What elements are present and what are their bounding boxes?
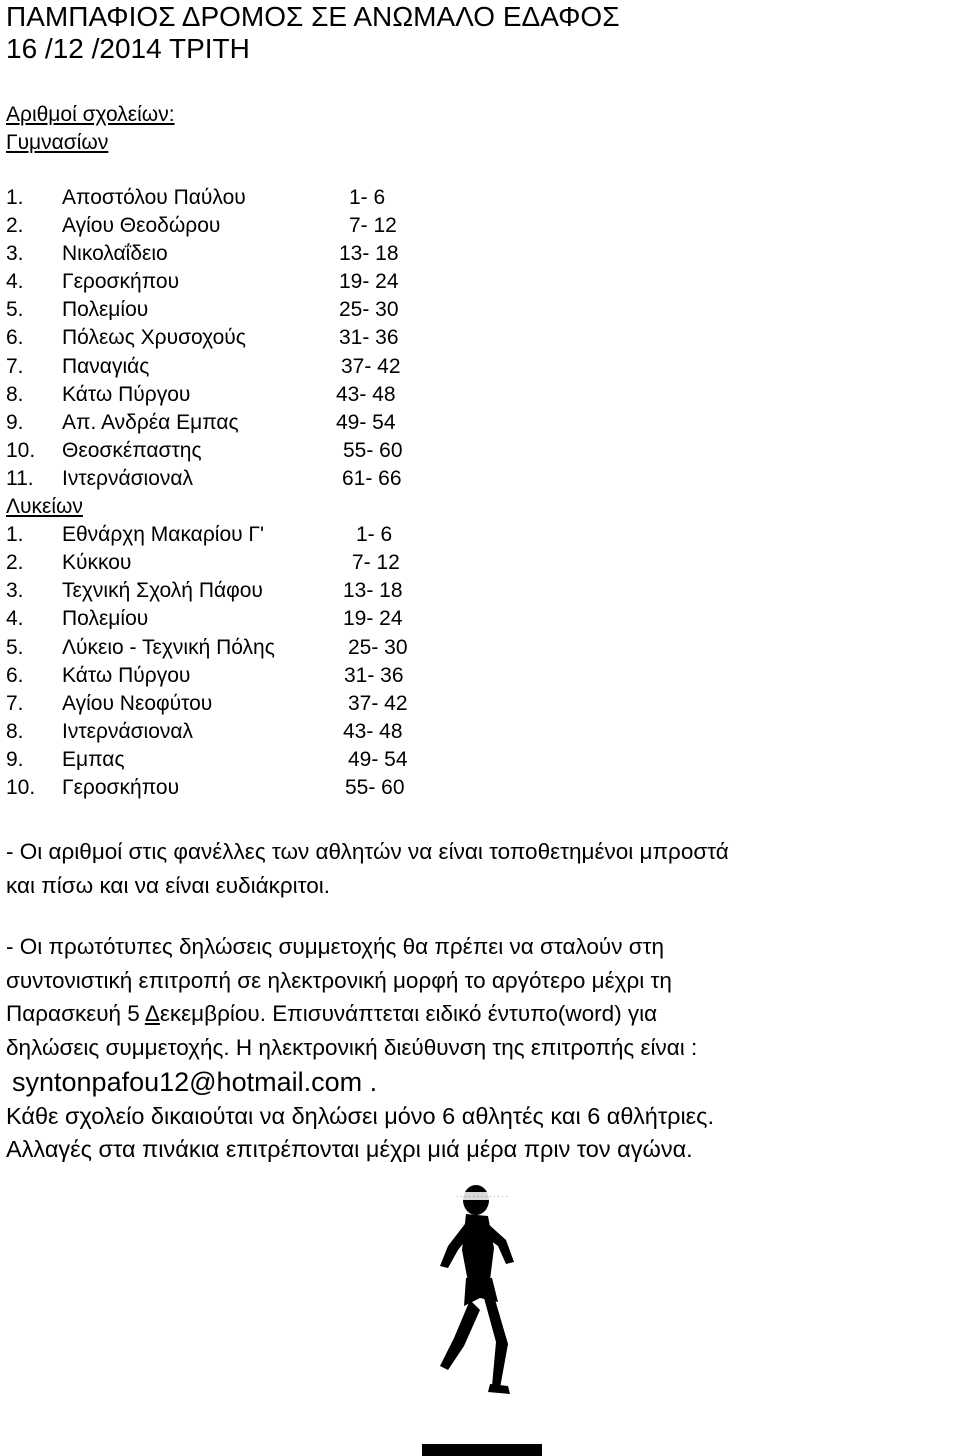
school-name: Ιντερνάσιοναλ [62, 719, 194, 743]
school-number: 6. [6, 326, 24, 350]
school-name: Παναγιάς [62, 354, 150, 378]
school-row [6, 268, 399, 296]
number-range: 31- 36 [344, 663, 404, 687]
school-name: Κάτω Πύργου [62, 663, 191, 687]
number-range: 31- 36 [339, 326, 399, 350]
school-name: Εμπας [62, 747, 125, 771]
number-range: 49- 54 [336, 410, 396, 434]
event-date: 16 /12 /2014 ΤΡΙΤΗ [6, 33, 250, 64]
number-range: 19- 24 [343, 607, 403, 631]
number-range: 43- 48 [336, 382, 396, 406]
gymnasium-list [6, 184, 403, 493]
school-name: Αποστόλου Παύλου [62, 186, 246, 209]
lyceum-heading-row [6, 493, 83, 521]
school-name: Τεχνική Σχολή Πάφου [62, 579, 263, 603]
entries-note-line [6, 997, 954, 1031]
school-number: 8. [6, 719, 24, 743]
school-number: 8. [6, 382, 24, 406]
number-range: 55- 60 [345, 775, 405, 799]
school-row [6, 409, 396, 437]
school-row [6, 690, 408, 718]
school-row [6, 746, 408, 774]
school-numbers-heading: Αριθμοί σχολείων: [6, 103, 175, 126]
school-name: Αγίου Θεοδώρου [62, 214, 221, 238]
school-row [6, 718, 403, 746]
number-range: 7- 12 [352, 551, 400, 575]
entries-note [6, 930, 954, 1100]
school-row [6, 324, 399, 352]
number-range: 1- 6 [356, 523, 393, 547]
school-name: Πολεμίου [62, 607, 149, 631]
number-range: 49- 54 [348, 747, 408, 771]
number-range: 61- 66 [342, 466, 402, 490]
school-row [6, 662, 404, 690]
numbers-note [6, 835, 954, 902]
number-range: 37- 42 [341, 354, 401, 378]
school-number: 3. [6, 579, 24, 603]
lyceum-heading: Λυκείων [6, 495, 83, 519]
school-row [6, 184, 386, 212]
number-range: 7- 12 [349, 214, 397, 238]
school-number: 5. [6, 298, 24, 322]
school-row [6, 465, 402, 493]
school-name: Λύκειο - Τεχνική Πόλης [62, 635, 275, 659]
number-range: 25- 30 [348, 635, 408, 659]
numbers-note-line: - Οι αριθμοί στις φανέλλες των αθλητών να είναι τοποθετημένοι μπροστά [6, 839, 729, 864]
school-number: 10. [6, 775, 36, 799]
number-range: 43- 48 [343, 719, 403, 743]
rules-note [6, 1100, 954, 1166]
number-range: 1- 6 [349, 186, 386, 209]
school-row [6, 634, 408, 662]
committee-email[interactable]: syntonpafou12@hotmail.com [12, 1067, 363, 1097]
school-row [6, 549, 400, 577]
school-name: Ιντερνάσιοναλ [62, 466, 194, 490]
school-row [6, 381, 396, 409]
entries-note-line: συντονιστική επιτροπή σε ηλεκτρονική μορφή το αργότερο μέχρι τη [6, 967, 672, 993]
school-row [6, 437, 403, 465]
number-range: 25- 30 [339, 298, 399, 322]
school-number: 9. [6, 747, 24, 771]
school-number: 2. [6, 214, 24, 238]
lyceum-list [6, 521, 408, 802]
email-line [6, 1064, 954, 1100]
school-row [6, 774, 405, 802]
school-number: 7. [6, 354, 24, 378]
school-name: Πόλεως Χρυσοχούς [62, 326, 246, 350]
number-range: 55- 60 [343, 438, 403, 462]
school-name: Εθνάρχη Μακαρίου Γ' [62, 523, 265, 547]
school-row [6, 605, 403, 633]
number-range: 37- 42 [348, 691, 408, 715]
school-row [6, 212, 397, 240]
school-number: 2. [6, 551, 24, 575]
school-name: Πολεμίου [62, 298, 149, 322]
school-list [6, 184, 408, 802]
school-row [6, 577, 403, 605]
school-number: 4. [6, 270, 24, 294]
school-number: 4. [6, 607, 24, 631]
school-row [6, 240, 399, 268]
gymnasium-heading: Γυμνασίων [6, 131, 109, 154]
school-row [6, 296, 399, 324]
school-name: Νικολαΐδειο [62, 242, 168, 266]
school-number: 9. [6, 410, 24, 434]
athlete-limit-line: Κάθε σχολείο δικαιούται να δηλώσει μόνο 6 αθλητές και 6 αθλήτριες. [6, 1103, 715, 1129]
school-name: Κάτω Πύργου [62, 382, 191, 406]
school-number: 5. [6, 635, 24, 659]
school-number: 1. [6, 186, 24, 209]
school-name: Θεοσκέπαστης [62, 438, 202, 462]
entries-note-text: Παρασκευή 5 [6, 1001, 145, 1026]
school-row [6, 353, 401, 381]
school-name: Αγίου Νεοφύτου [62, 691, 213, 715]
school-name: Γεροσκήπου [62, 775, 180, 799]
number-range: 19- 24 [339, 270, 399, 294]
school-name: Γεροσκήπου [62, 270, 180, 294]
email-suffix: . [362, 1067, 378, 1097]
number-range: 13- 18 [339, 242, 399, 266]
numbers-note-line: και πίσω και να είναι ευδιάκριτοι. [6, 872, 330, 898]
school-number: 7. [6, 691, 24, 715]
school-number: 1. [6, 523, 24, 547]
school-number: 11. [6, 466, 34, 490]
school-number: 10. [6, 438, 36, 462]
school-name: Κύκκου [62, 551, 132, 575]
entries-note-line: δηλώσεις συμμετοχής. Η ηλεκτρονική διεύθυνση της επιτροπής είναι : [6, 1034, 698, 1060]
number-range: 13- 18 [343, 579, 403, 603]
svg-text:· · · · · · · · · · · · ·: · · · · · · · · · · · · · [456, 1193, 508, 1201]
runner-silhouette-icon [418, 1170, 546, 1456]
entries-note-text: εκεμβρίου. Επισυνάπτεται ειδικό έντυπο(word) για [159, 1001, 658, 1026]
school-row [6, 521, 393, 549]
school-number: 3. [6, 242, 24, 266]
school-number: 6. [6, 663, 24, 687]
entries-note-line: - Οι πρωτότυπες δηλώσεις συμμετοχής θα πρέπει να σταλούν στη [6, 934, 664, 959]
changes-line: Αλλαγές στα πινάκια επιτρέπονται μέχρι μιά μέρα πριν τον αγώνα. [6, 1136, 693, 1162]
page-title: ΠΑΜΠΑΦΙΟΣ ΔΡΟΜΟΣ ΣΕ ΑΝΩΜΑΛΟ ΕΔΑΦΟΣ [6, 1, 620, 32]
entries-note-text: Δ [144, 1001, 160, 1026]
school-name: Απ. Ανδρέα Εμπας [62, 410, 239, 434]
